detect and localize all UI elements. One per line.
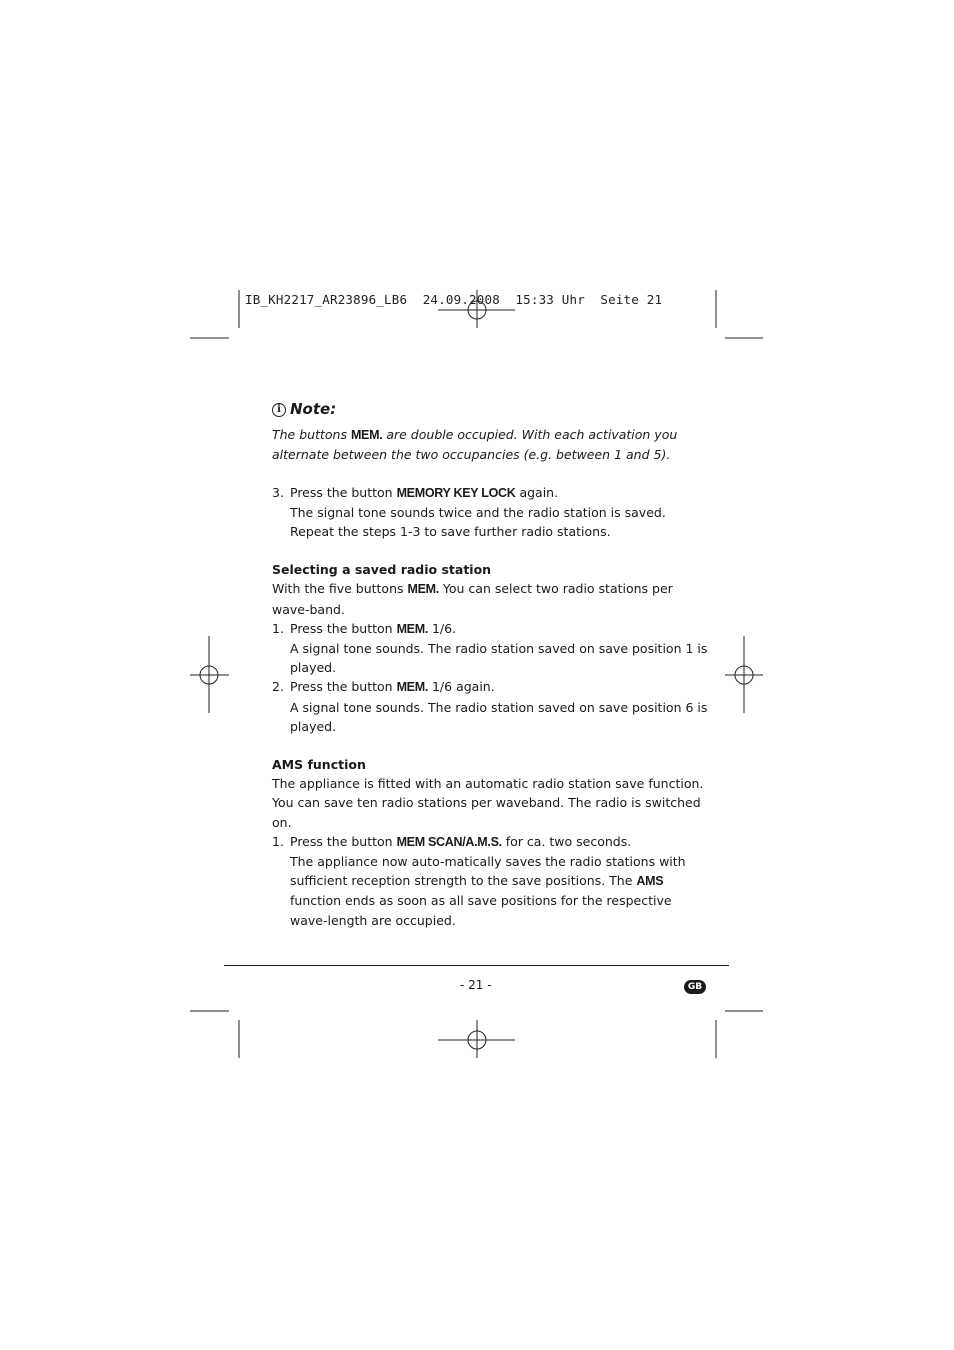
step-body bbox=[290, 832, 712, 930]
step-number: 2. bbox=[272, 679, 284, 695]
registration-crosshair-icon bbox=[438, 1020, 515, 1058]
step-body bbox=[290, 483, 712, 542]
registration-crosshair-icon bbox=[725, 636, 763, 713]
saved-step-2-text: A signal tone sounds. The radio station saved on save position 6 is played. bbox=[290, 699, 708, 734]
saved-step-1-text: A signal tone sounds. The radio station saved on save position 1 is played. bbox=[290, 641, 708, 676]
step-body bbox=[290, 677, 712, 736]
spacer bbox=[272, 465, 712, 483]
section-saved-intro: With the five buttons MEM. You can select two radio stations per wave-band. bbox=[272, 581, 673, 617]
step-number: 3. bbox=[272, 484, 284, 500]
saved-step-1-instruction: Press the button MEM. 1/6. bbox=[290, 620, 457, 636]
note-title bbox=[272, 400, 712, 419]
section-ams-intro: The appliance is fitted with an automatic radio station save function. You can save ten radio stations per waveband. The radio is switched on. bbox=[272, 776, 704, 830]
step-3-line-3: Repeat the steps 1-3 to save further radio stations. bbox=[290, 524, 611, 540]
step-number: 1. bbox=[272, 833, 284, 849]
page-number: - 21 - bbox=[460, 978, 492, 992]
note-title-text: Note: bbox=[290, 400, 337, 418]
language-badge: GB bbox=[684, 980, 706, 994]
page-content bbox=[272, 400, 712, 930]
footer-rule bbox=[224, 965, 729, 966]
note-text: The buttons MEM. are double occupied. With each activation you alternate between the two occupancies (e.g. between 1 and 5). bbox=[272, 427, 678, 463]
step-3-line-2: The signal tone sounds twice and the radio station is saved. bbox=[290, 504, 666, 520]
step-body bbox=[290, 619, 712, 678]
step-number: 1. bbox=[272, 620, 284, 636]
saved-step-2 bbox=[272, 677, 712, 736]
section-heading-ams: AMS function bbox=[272, 757, 366, 773]
step-3-instruction: Press the button MEMORY KEY LOCK again. bbox=[290, 484, 559, 500]
registration-crosshair-icon bbox=[190, 636, 229, 713]
ams-step-1 bbox=[272, 832, 712, 930]
ams-step-1-text: The appliance now auto-matically saves the radio stations with sufficient reception strength to the save positions. The AMS function ends as soon as all save positions for the respective wave-length are occupied. bbox=[290, 854, 686, 928]
saved-step-2-instruction: Press the button MEM. 1/6 again. bbox=[290, 679, 495, 695]
ams-step-1-instruction: Press the button MEM SCAN/A.M.S. for ca. two seconds. bbox=[290, 833, 632, 849]
section-heading-saved-station: Selecting a saved radio station bbox=[272, 562, 492, 578]
saved-step-1 bbox=[272, 619, 712, 678]
print-header: IB_KH2217_AR23896_LB6 24.09.2008 15:33 Uhr Seite 21 bbox=[245, 292, 663, 307]
info-icon: i bbox=[272, 403, 286, 417]
step-3 bbox=[272, 483, 712, 542]
